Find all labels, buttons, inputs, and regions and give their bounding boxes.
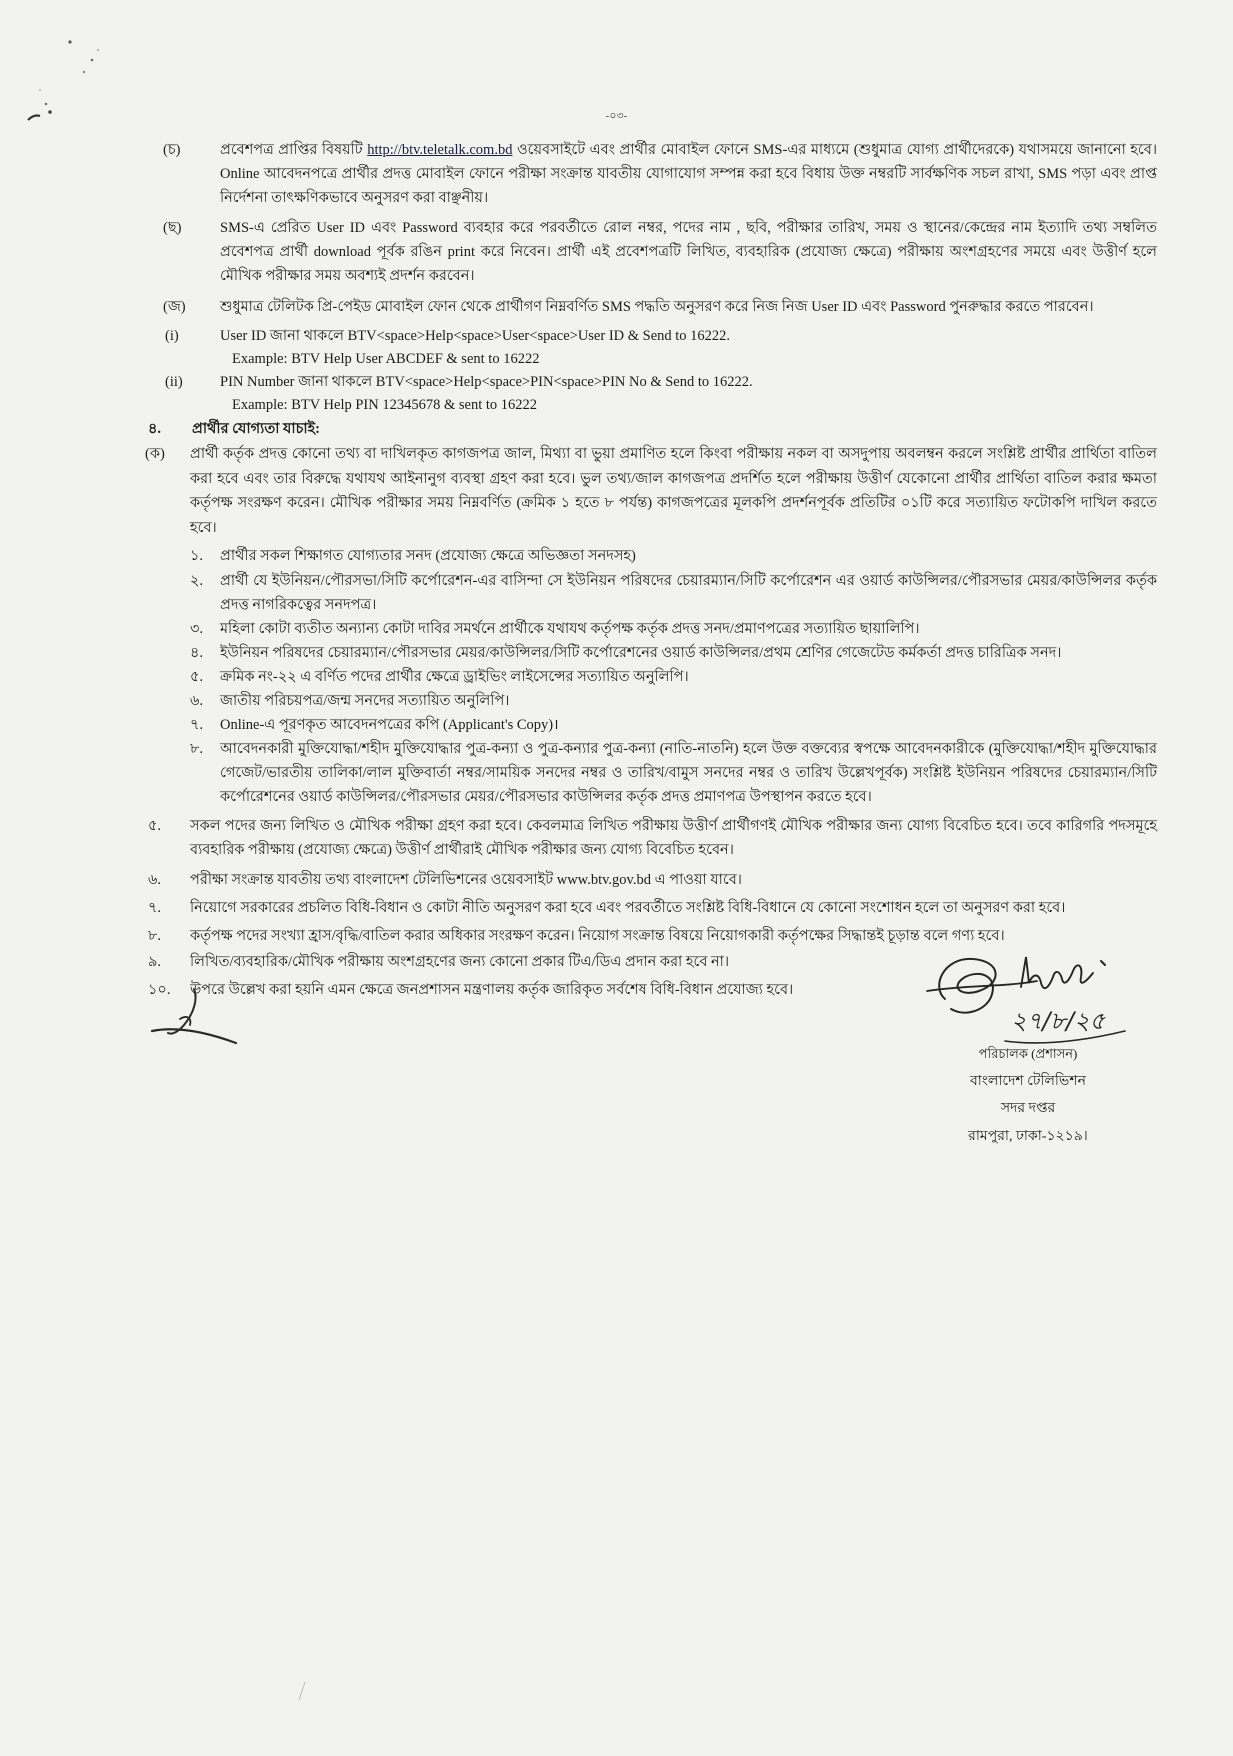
section-number: ৪. (148, 421, 162, 437)
clause-number: ৫. (148, 818, 162, 834)
list-number: ৬. (190, 693, 204, 709)
clause-text: নিয়োগে সরকারের প্রচলিত বিধি-বিধান ও কোটা নীতি অনুসরণ করা হবে এবং পরবর্তীতে সংশ্লিষ্ট বিধি-বিধানে যে কোনো সংশোধন হলে তা অনুসরণ করা হবে। (190, 900, 1066, 916)
clause-text: কর্তৃপক্ষ পদের সংখ্যা হ্রাস/বৃদ্ধি/বাতিল করার অধিকার সংরক্ষণ করেন। নিয়োগ সংক্রান্ত বিষয়ে নিয়োগকারী কর্তৃপক্ষের সিদ্ধান্তই চূড়ান্ত বলে গণ্য হবে। (190, 928, 1005, 944)
list-number: ৭. (190, 717, 204, 733)
sub-item-text: শুধুমাত্র টেলিটক প্রি-পেইড মোবাইল ফোন থেকে প্রার্থীগণ নিম্নবর্ণিত SMS পদ্ধতি অনুসরণ করে নিজ নিজ User ID এবং Password পুনরুদ্ধার করতে পারবেন। (220, 299, 1094, 315)
list-number: ৮. (190, 741, 204, 757)
sub-item-chha (0, 216, 1233, 288)
document-list-item (0, 544, 1233, 568)
signatory-address: রামপুরা, ঢাকা-১২১৯। (968, 1129, 1088, 1144)
initial-signature (150, 985, 240, 1047)
list-number: ১. (190, 548, 204, 564)
scan-mark (296, 1680, 308, 1702)
sms-example: Example: BTV Help User ABCDEF & sent to 16222 (232, 351, 540, 367)
section-4-item-ka (0, 442, 1233, 540)
sms-instruction: PIN Number জানা থাকলে BTV<space>Help<space>PIN<space>PIN No & Send to 16222. (220, 374, 753, 390)
clause-number: ৭. (148, 900, 162, 916)
clause-7 (0, 896, 1233, 920)
sub-item-text: SMS-এ প্রেরিত User ID এবং Password ব্যবহার করে পরবর্তীতে রোল নম্বর, পদের নাম , ছবি, পরীক্ষার তারিখ, সময় ও স্থানের/কেন্দ্রের নাম ইত্যাদি তথ্য সম্বলিত প্রবেশপত্র প্রার্থী download পূর্বক রঙিন print করে নিবেন। প্রার্থী এই প্রবেশপত্রটি লিখিত, ব্যবহারিক (প্রযোজ্য ক্ষেত্রে) পরীক্ষায় অংশগ্রহণের সময়ে এবং উত্তীর্ণ হলে মৌখিক পরীক্ষার সময় অবশ্যই প্রদর্শন করবেন। (220, 220, 1157, 284)
item-label: (ক) (145, 446, 165, 462)
list-number: ৩. (190, 621, 204, 637)
document-list-item (0, 665, 1233, 689)
list-number: ৫. (190, 669, 204, 685)
list-text: মহিলা কোটা ব্যতীত অন্যান্য কোটা দাবির সমর্থনে প্রার্থীকে যথাযথ কর্তৃপক্ষ কর্তৃক প্রদত্ত সনদ/প্রমাণপত্রের সত্যায়িত ছায়ালিপি। (220, 621, 920, 637)
sms-code-text (220, 325, 1157, 371)
clause-number: ৬. (148, 872, 162, 888)
clause-text: উপরে উল্লেখ করা হয়নি এমন ক্ষেত্রে জনপ্রশাসন মন্ত্রণালয় কর্তৃক জারিকৃত সর্বশেষ বিধি-বিধান প্রযোজ্য হবে। (190, 982, 794, 998)
clause-text: সকল পদের জন্য লিখিত ও মৌখিক পরীক্ষা গ্রহণ করা হবে। কেবলমাত্র লিখিত পরীক্ষায় উত্তীর্ণ প্রার্থীগণই মৌখিক পরীক্ষার জন্য যোগ্য বিবেচিত হবে। তবে কারিগরি পদসমূহে ব্যবহারিক পরীক্ষায় (প্রযোজ্য ক্ষেত্রে) উত্তীর্ণ প্রার্থীরাই মৌখিক পরীক্ষার জন্য যোগ্য বিবেচিত হবেন। (190, 818, 1157, 858)
clause-text: পরীক্ষা সংক্রান্ত যাবতীয় তথ্য বাংলাদেশ টেলিভিশনের ওয়েবসাইট www.btv.gov.bd এ পাওয়া যাবে। (190, 872, 742, 888)
clause-number: ৯. (148, 954, 162, 970)
sub-item-ja (0, 295, 1233, 319)
sms-example: Example: BTV Help PIN 12345678 & sent to 16222 (232, 397, 538, 413)
document-list-item (0, 617, 1233, 641)
sub-item-text (220, 138, 1157, 210)
clause-6 (0, 868, 1233, 892)
document-list-item (0, 689, 1233, 713)
document-list-item (0, 569, 1233, 617)
document-list-item (0, 713, 1233, 737)
sms-instruction: User ID জানা থাকলে BTV<space>Help<space>User<space>User ID & Send to 16222. (220, 328, 731, 344)
document-list-item (0, 737, 1233, 809)
clause-number: ৮. (148, 928, 162, 944)
signatory-organization: বাংলাদেশ টেলিভিশন (970, 1074, 1086, 1089)
list-text: Online-এ পূরণকৃত আবেদনপত্রের কপি (Applicant's Copy)। (220, 717, 559, 733)
document-list-item (0, 641, 1233, 665)
list-text: প্রার্থী যে ইউনিয়ন/পৌরসভা/সিটি কর্পোরেশন-এর বাসিন্দা সে ইউনিয়ন পরিষদের চেয়ারম্যান/সিটি কর্পোরেশন এর ওয়ার্ড কাউন্সিলর/পৌরসভার মেয়র/কাউন্সিলর কর্তৃক প্রদত্ত নাগরিকত্বের সনদপত্র। (220, 573, 1157, 613)
page-number: -০৩- (605, 110, 628, 122)
clause-number: ১০. (148, 982, 171, 998)
signatory-office: সদর দপ্তর (1000, 1101, 1056, 1116)
clause-text: লিখিত/ব্যবহারিক/মৌখিক পরীক্ষায় অংশগ্রহণের জন্য কোনো প্রকার টিএ/ডিএ প্রদান করা হবে না। (190, 954, 730, 970)
list-number: ৪. (190, 645, 204, 661)
director-signature (925, 947, 1140, 1047)
signature-block (0, 947, 1233, 1157)
list-text: ক্রমিক নং-২২ এ বর্ণিত পদের প্রার্থীর ক্ষেত্রে ড্রাইভিং লাইসেন্সের সত্যায়িত অনুলিপি। (220, 669, 689, 685)
clause-5 (0, 814, 1233, 862)
clause-8 (0, 924, 1233, 948)
list-text: ইউনিয়ন পরিষদের চেয়ারম্যান/পৌরসভার মেয়র/কাউন্সিলর/সিটি কর্পোরেশনের ওয়ার্ড কাউন্সিলর/প্রথম শ্রেণির গেজেটেড কর্মকর্তা প্রদত্ত চারিত্রিক সনদ। (220, 645, 1062, 661)
section-heading: প্রার্থীর যোগ্যতা যাচাই: (192, 421, 320, 437)
sms-code-user-id (0, 325, 1233, 371)
sub-item-label: (চ) (163, 142, 181, 158)
list-number: ২. (190, 573, 204, 589)
list-text: জাতীয় পরিচয়পত্র/জন্ম সনদের সত্যায়িত অনুলিপি। (220, 693, 510, 709)
text-segment: ওয়েবসাইটে এবং প্রার্থীর মোবাইল ফোনে SMS-এর মাধ্যমে (শুধুমাত্র যোগ্য প্রার্থীদেরকে) যথাসময়ে জানানো হবে। Online আবেদনপত্রে প্রার্থীর প্রদত্ত মোবাইল ফোনে পরীক্ষা সংক্রান্ত যাবতীয় যোগাযোগ সম্পন্ন করা হবে বিধায় উক্ত নম্বরটি সার্বক্ষণিক সচল রাখা, SMS পড়া এবং প্রাপ্ত নির্দেশনা তাৎক্ষণিকভাবে অনুসরণ করা বাঞ্ছনীয়। (220, 142, 1157, 206)
document-body (0, 138, 1233, 1157)
sub-item-cha (0, 138, 1233, 210)
sub-item-label: (ছ) (163, 220, 182, 236)
list-text: আবেদনকারী মুক্তিযোদ্ধা/শহীদ মুক্তিযোদ্ধার পুত্র-কন্যা ও পুত্র-কন্যার পুত্র-কন্যা (নাতি-নাতনি) হলে উক্ত বক্তব্যের স্বপক্ষে আবেদনকারীকে (মুক্তিযোদ্ধা/শহীদ মুক্তিযোদ্ধার গেজেট/ভারতীয় তালিকা/লাল মুক্তিবার্তা নম্বর/সাময়িক সনদের নম্বর ও তারিখ/বামুস সনদের নম্বর ও তারিখ উল্লেখপূর্বক) সংশ্লিষ্ট ইউনিয়ন পরিষদের চেয়ারম্যান/সিটি কর্পোরেশনের ওয়ার্ড কাউন্সিলর/পৌরসভার মেয়র/পৌরসভার কাউন্সিলর কর্তৃক প্রদত্ত প্রমাণপত্র উপস্থাপন করতে হবে। (220, 741, 1157, 805)
text-segment: প্রবেশপত্র প্রাপ্তির বিষয়টি (220, 142, 368, 158)
teletalk-link[interactable]: http://btv.teletalk.com.bd (367, 142, 513, 158)
sms-code-text (220, 371, 1157, 417)
sms-code-label: (ii) (165, 374, 183, 390)
signatory-designation: পরিচালক (প্রশাসন) (978, 1046, 1078, 1061)
list-text: প্রার্থীর সকল শিক্ষাগত যোগ্যতার সনদ (প্রযোজ্য ক্ষেত্রে অভিজ্ঞতা সনদসহ) (220, 548, 636, 564)
sms-code-pin (0, 371, 1233, 417)
item-text: প্রার্থী কর্তৃক প্রদত্ত কোনো তথ্য বা দাখিলকৃত কাগজপত্র জাল, মিথ্যা বা ভুয়া প্রমাণিত হলে কিংবা পরীক্ষায় নকল বা অসদুপায় অবলম্বন করলে সংশ্লিষ্ট প্রার্থীর প্রার্থিতা বাতিল করা হবে এবং তার বিরুদ্ধে যথাযথ আইনানুগ ব্যবস্থা গ্রহণ করা হবে। ভুল তথ্য/জাল কাগজপত্র প্রদর্শিত হলে পরীক্ষায় উত্তীর্ণ যেকোনো প্রার্থীর প্রার্থিতা বাতিল করার ক্ষমতা কর্তৃপক্ষ সংরক্ষণ করেন। মৌখিক পরীক্ষার সময় নিম্নবর্ণিত (ক্রমিক ১ হতে ৮ পর্যন্ত) কাগজপত্রের মূলকপি প্রদর্শনপূর্বক প্রতিটির ০১টি করে সত্যায়িত ফটোকপি দাখিল করতে হবে। (190, 446, 1157, 536)
signature-date: ২৭/৮/২৫ (1011, 1007, 1106, 1035)
sub-item-label: (জ) (163, 299, 186, 315)
sms-code-label: (i) (165, 328, 179, 344)
section-4-heading (0, 417, 1233, 441)
